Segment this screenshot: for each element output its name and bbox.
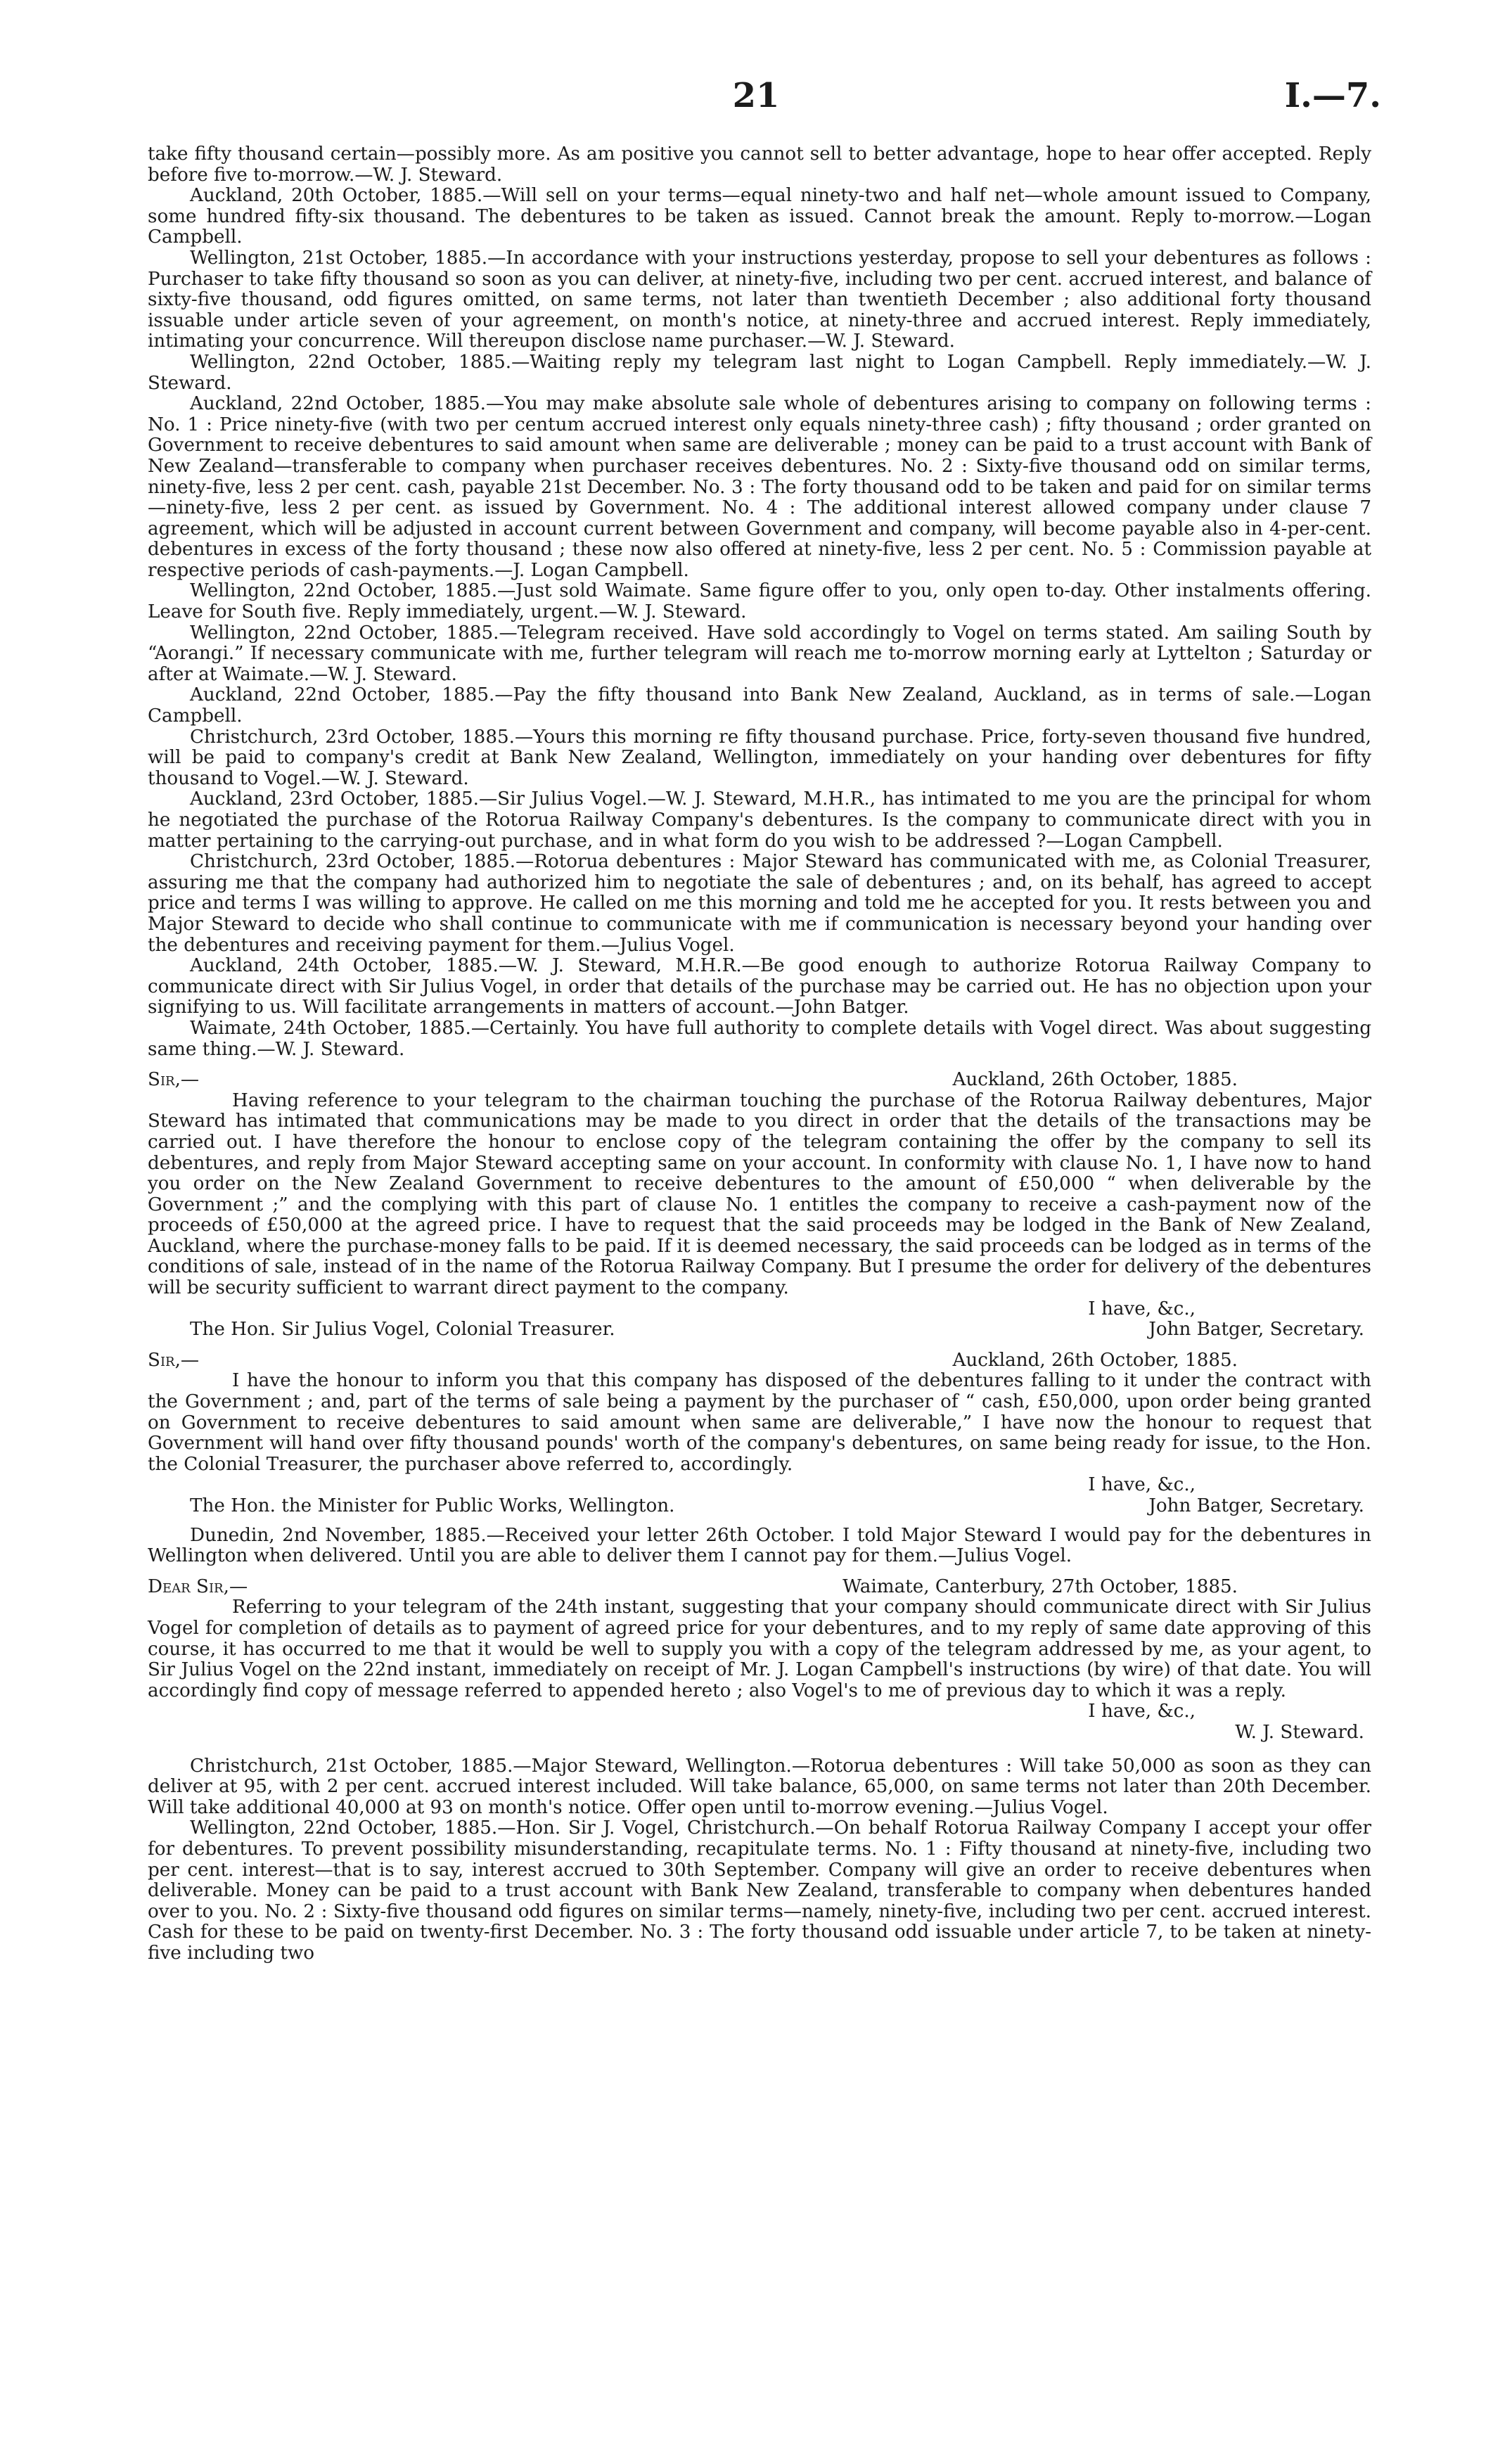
letter-salutation: Sir,— — [148, 1349, 200, 1371]
telegram-paragraph: Wellington, 22nd October, 1885.—Just sold Waimate. Same figure offer to you, only open to-day. Other instalments offering. Leave for South five. Reply immediately, urgent.—W. J. Steward. — [148, 580, 1371, 623]
letter-addressee: The Hon. the Minister for Public Works, Wellington. — [190, 1495, 675, 1516]
letter-signature: W. J. Steward. — [1235, 1721, 1364, 1743]
telegram-paragraph: Auckland, 24th October, 1885.—W. J. Steward, M.H.R.—Be good enough to authorize Rotorua Railway Company to communicate direct with Sir Julius Vogel, in order that details of the purchase may be carried out. He has no objection upon your signifying to us. Will facilitate arrangements in matters of account.—John Batger. — [148, 955, 1371, 1018]
telegram-paragraph: Christchurch, 23rd October, 1885.—Yours this morning re fifty thousand purchase. Price, forty-seven thousand five hundred, will be paid to company's credit at Bank New Zealand, Wellington, immediately on your handing over debentures for fifty thousand to Vogel.—W. J. Steward. — [148, 726, 1371, 789]
telegram-paragraph: Auckland, 22nd October, 1885.—Pay the fifty thousand into Bank New Zealand, Auckland, as in terms of sale.—Logan Campbell. — [148, 684, 1371, 727]
spacer — [148, 1744, 1371, 1756]
spacer — [148, 1517, 1371, 1526]
letter-heading — [148, 1070, 1371, 1091]
letter-signature: John Batger, Secretary. — [1148, 1495, 1364, 1516]
telegram-paragraph: Auckland, 20th October, 1885.—Will sell on your terms—equal ninety-two and half net—whole amount issued to Company, some hundred fifty-six thousand. The debentures to be taken as issued. Cannot break the amount. Reply to-morrow.—Logan Campbell. — [148, 185, 1371, 248]
letter-heading — [148, 1350, 1371, 1372]
letter-place-date: Auckland, 26th October, 1885. — [952, 1349, 1238, 1371]
letter-body: Having reference to your telegram to the chairman touching the purchase of the Rotorua Railway debentures, Major Steward has intimated that communications may be made to you direct in order that the details of the transactions may be carried out. I have therefore the honour to enclose copy of the telegram containing the offer by the company to sell its debentures, and reply from Major Steward accepting same on your account. In conformity with clause No. 1, I have now to hand you order on the New Zealand Government to receive debentures to the amount of £50,000 “ when deliverable by the Government ;” and the complying with this part of clause No. 1 entitles the company to receive a cash-payment now of the proceeds of £50,000 at the agreed price. I have to request that the said proceeds may be lodged in the Bank of New Zealand, Auckland, where the purchase-money falls to be paid. If it is deemed necessary, the said proceeds can be lodged as in terms of the conditions of sale, instead of in the name of the Rotorua Railway Company. But I presume the order for delivery of the debentures will be security sufficient to warrant direct payment to the company. — [148, 1089, 1371, 1299]
telegram-paragraph: Christchurch, 21st October, 1885.—Major Steward, Wellington.—Rotorua debentures : Will take 50,000 as soon as they can deliver at 95, with 2 per cent. accrued interest included. Will take balance, 65,000, on same terms not later than 20th December. Will take additional 40,000 at 93 on month's notice. Offer open until to-morrow evening.—Julius Vogel. — [148, 1755, 1371, 1818]
telegram-paragraph: Waimate, 24th October, 1885.—Certainly. You have full authority to complete details with Vogel direct. Was about suggesting same thing.—W. J. Steward. — [148, 1017, 1371, 1060]
telegram-paragraph: Wellington, 22nd October, 1885.—Waiting reply my telegram last night to Logan Campbell. Reply immediately.—W. J. Steward. — [148, 351, 1371, 394]
telegram-paragraph: Auckland, 22nd October, 1885.—You may make absolute sale whole of debentures arising to company on following terms : No. 1 : Price ninety-five (with two per centum accrued interest only equals ninety-three cash) ; fifty thousand ; order granted on Government to receive debentures to said amount when same are deliverable ; money can be paid to a trust account with Bank of New Zealand—transferable to company when purchaser receives debentures. No. 2 : Sixty-five thousand odd on similar terms, ninety-five, less 2 per cent. cash, payable 21st December. No. 3 : The forty thousand odd to be taken and paid for on similar terms—ninety-five, less 2 per cent. as issued by Government. No. 4 : The additional interest allowed company under clause 7 agreement, which will be adjusted in account current between Government and company, will become payable also in 4-per-cent. debentures in excess of the forty thousand ; these now also offered at ninety-five, less 2 per cent. No. 5 : Commission payable at respective periods of cash-payments.—J. Logan Campbell. — [148, 393, 1371, 581]
letter-footer — [148, 1496, 1371, 1517]
document-body — [148, 144, 1371, 1964]
letter-closing: I have, &c., — [1088, 1474, 1196, 1496]
telegram-paragraph: take fifty thousand certain—possibly more. As am positive you cannot sell to better advantage, hope to hear offer accepted. Reply before five to-morrow.—W. J. Steward. — [148, 143, 1371, 186]
letter-closing: I have, &c., — [1088, 1298, 1196, 1319]
telegram-paragraph: Auckland, 23rd October, 1885.—Sir Julius Vogel.—W. J. Steward, M.H.R., has intimated to me you are the principal for whom he negotiated the purchase of the Rotorua Railway Company's debentures. Is the company to communicate direct with you in matter pertaining to the carrying-out purchase, and in what form do you wish to be addressed ?—Logan Campbell. — [148, 788, 1371, 852]
page-number: 21 — [732, 76, 780, 115]
telegram-paragraph: Dunedin, 2nd November, 1885.—Received your letter 26th October. I told Major Steward I would pay for the debentures in Wellington when delivered. Until you are able to deliver them I cannot pay for them.—Julius Vogel. — [148, 1524, 1371, 1567]
telegram-paragraph: Wellington, 22nd October, 1885.—Telegram received. Have sold accordingly to Vogel on terms stated. Am sailing South by “Aorangi.” If necessary communicate with me, further telegram will reach me to-morrow morning early at Lyttelton ; Saturday or after at Waimate.—W. J. Steward. — [148, 622, 1371, 685]
telegram-paragraph: Wellington, 22nd October, 1885.—Hon. Sir J. Vogel, Christchurch.—On behalf Rotorua Railway Company I accept your offer for debentures. To prevent possibility misunderstanding, recapitulate terms. No. 1 : Fifty thousand at ninety-five, including two per cent. interest—that is to say, interest accrued to 30th September. Company will give an order to receive debentures when deliverable. Money can be paid to a trust account with Bank New Zealand, transferable to company when debentures handed over to you. No. 2 : Sixty-five thousand odd figures on similar terms—namely, ninety-five, including two per cent. accrued interest. Cash for these to be paid on twenty-first December. No. 3 : The forty thousand odd issuable under article 7, to be taken at ninety-five including two — [148, 1817, 1371, 1964]
letter-closing: I have, &c., — [1088, 1701, 1196, 1722]
letter-salutation: Dear Sir,— — [148, 1575, 248, 1597]
document-reference: I.—7. — [1284, 76, 1381, 115]
letter-body: I have the honour to inform you that this company has disposed of the debentures falling to it under the contract with the Government ; and, part of the terms of sale being a payment by the purchaser of “ cash, £50,000, upon order being granted on Government to receive debentures to said amount when same are deliverable,” I have now the honour to request that Government will hand over fifty thousand pounds' worth of the company's debentures, on same being ready for issue, to the Hon. the Colonial Treasurer, the purchaser above referred to, accordingly. — [148, 1370, 1371, 1475]
letter-signature: John Batger, Secretary. — [1148, 1319, 1364, 1341]
letter-footer — [148, 1319, 1371, 1341]
letter-body: Referring to your telegram of the 24th instant, suggesting that your company should communicate direct with Sir Julius Vogel for completion of details as to payment of agreed price for your debentures, and to my reply of same date approving of this course, it has occurred to me that it would be well to supply you with a copy of the telegram addressed by me, as your agent, to Sir Julius Vogel on the 22nd instant, immediately on receipt of Mr. J. Logan Campbell's instructions (by wire) of that date. You will accordingly find copy of message referred to appended hereto ; also Vogel's to me of previous day to which it was a reply. — [148, 1597, 1371, 1701]
letter-place-date: Waimate, Canterbury, 27th October, 1885. — [843, 1575, 1238, 1597]
letter-salutation: Sir,— — [148, 1069, 200, 1091]
letter-addressee: The Hon. Sir Julius Vogel, Colonial Treasurer. — [190, 1319, 615, 1341]
letter-place-date: Auckland, 26th October, 1885. — [952, 1069, 1238, 1091]
letter-heading — [148, 1577, 1371, 1598]
telegram-paragraph: Wellington, 21st October, 1885.—In accordance with your instructions yesterday, propose to sell your debentures as follows : Purchaser to take fifty thousand so soon as you can deliver, at ninety-five, including two per cent. accrued interest, and balance of sixty-five thousand, odd figures omitted, on same terms, not later than twentieth December ; also additional forty thousand issuable under article seven of your agreement, on month's notice, at ninety-three and accrued interest. Reply immediately, intimating your concurrence. Will thereupon disclose name purchaser.—W. J. Steward. — [148, 247, 1371, 352]
telegram-paragraph: Christchurch, 23rd October, 1885.—Rotorua debentures : Major Steward has communicated with me, as Colonial Treasurer, assuring me that the company had authorized him to negotiate the sale of debentures ; and, on its behalf, has agreed to accept price and terms I was willing to approve. He called on me this morning and told me he accepted for you. It rests between you and Major Steward to decide who shall continue to communicate with me if communication is necessary beyond your handing over the debentures and receiving payment for them.—Julius Vogel. — [148, 851, 1371, 956]
